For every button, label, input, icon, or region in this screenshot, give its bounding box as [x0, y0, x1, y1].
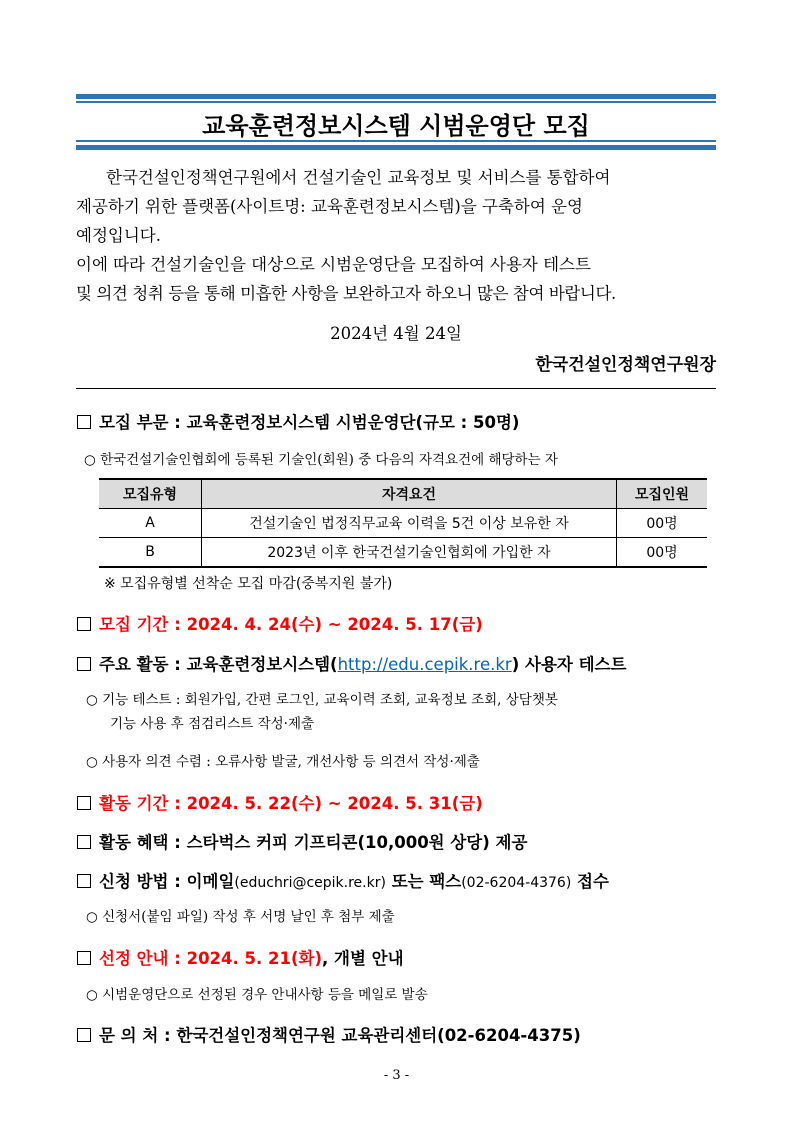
checkbox-icon: [77, 617, 91, 631]
section-label-suffix: , 개별 안내: [322, 949, 404, 968]
section-label: 활동 혜택 : 스타벅스 커피 기프티콘(10,000원 상당) 제공: [99, 833, 528, 852]
recruit-description: ○ 한국건설기술인협회에 등록된 기술인(회원) 중 다음의 자격요건에 해당하는 자: [84, 452, 558, 468]
section-selection-heading: [77, 945, 404, 969]
checkbox-icon: [77, 874, 91, 888]
section-label: 선정 안내 : 2024. 5. 21(화): [99, 949, 322, 968]
section-label: 주요 활동 : 교육훈련정보시스템(: [99, 655, 338, 674]
apply-item: ○ 신청서(붙임 파일) 작성 후 서명 날인 후 첨부 제출: [86, 909, 395, 925]
announcement-date: 2024년 4월 24일: [330, 324, 462, 343]
section-label-suffix: ) 사용자 테스트: [511, 655, 627, 674]
title-top-rule: [76, 94, 716, 99]
table-header-row: [99, 479, 707, 509]
section-label: 신청 방법 : 이메일: [99, 872, 235, 891]
activity-item-continued: 기능 사용 후 점검리스트 작성·제출: [110, 716, 315, 732]
checkbox-icon: [77, 657, 91, 671]
table-row: [99, 509, 707, 538]
period-value: 2024. 4. 24(수) ~ 2024. 5. 17(금): [186, 615, 483, 634]
intro-line: 이에 따라 건설기술인을 대상으로 시범운영단을 모집하여 사용자 테스트: [76, 255, 591, 274]
recruit-note: ※ 모집유형별 선착순 모집 마감(중복지원 불가): [104, 576, 393, 592]
section-activity-period-heading: [77, 790, 483, 814]
intro-paragraph: [76, 163, 716, 308]
table-header: 모집유형: [99, 479, 202, 509]
section-contact-heading: [77, 1022, 581, 1046]
apply-fax: (02-6204-4376): [461, 875, 572, 891]
section-label: 문 의 처 : 한국건설인정책연구원 교육관리센터(02-6204-4375): [99, 1026, 581, 1045]
checkbox-icon: [77, 415, 91, 429]
section-label-suffix: 접수: [571, 872, 609, 891]
table-cell: 00명: [617, 509, 708, 538]
title-bottom-rule: [76, 145, 716, 150]
site-link[interactable]: http://edu.cepik.re.kr: [337, 655, 512, 674]
section-label: 모집 부문 : 교육훈련정보시스템 시범운영단(규모 : 50명): [99, 413, 520, 432]
table-cell: 2023년 이후 한국건설기술인협회에 가입한 자: [202, 538, 617, 568]
intro-line: 한국건설인정책연구원에서 건설기술인 교육정보 및 서비스를 통합하여: [106, 168, 611, 187]
activity-item: ○ 기능 테스트 : 회원가입, 간편 로그인, 교육이력 조회, 교육정보 조회, 상담챗봇: [86, 692, 558, 708]
activity-item: ○ 사용자 의견 수렴 : 오류사항 발굴, 개선사항 등 의견서 작성·제출: [86, 754, 480, 770]
table-header: 모집인원: [617, 479, 708, 509]
page-number: - 3 -: [383, 1068, 410, 1083]
table-row: [99, 538, 707, 568]
checkbox-icon: [77, 835, 91, 849]
section-label: 활동 기간 :: [99, 794, 187, 813]
table-cell: B: [99, 538, 202, 568]
section-apply-heading: [77, 868, 609, 892]
section-activity-heading: [77, 651, 626, 675]
selection-item: ○ 시범운영단으로 선정된 경우 안내사항 등을 메일로 발송: [86, 987, 428, 1003]
section-label: 모집 기간 :: [99, 615, 187, 634]
checkbox-icon: [77, 951, 91, 965]
apply-email: (educhri@cepik.re.kr): [234, 875, 386, 891]
section-period-heading: [77, 611, 483, 635]
intro-line: 및 의견 청취 등을 통해 미흡한 사항을 보완하고자 하오니 많은 참여 바랍니다.: [76, 284, 616, 303]
activity-period-value: 2024. 5. 22(수) ~ 2024. 5. 31(금): [186, 794, 483, 813]
intro-line: 예정입니다.: [76, 226, 161, 245]
table-cell: 건설기술인 법정직무교육 이력을 5건 이상 보유한 자: [202, 509, 617, 538]
checkbox-icon: [77, 796, 91, 810]
section-benefit-heading: [77, 829, 527, 853]
table-header: 자격요건: [202, 479, 617, 509]
section-label-fax: 또는 팩스: [385, 872, 462, 891]
table-cell: 00명: [617, 538, 708, 568]
issuing-organization: 한국건설인정책연구원장: [535, 355, 716, 375]
checkbox-icon: [77, 1028, 91, 1042]
table-cell: A: [99, 509, 202, 538]
intro-line: 제공하기 위한 플랫폼(사이트명: 교육훈련정보시스템)을 구축하여 운영: [76, 197, 583, 216]
requirements-table: [99, 478, 707, 568]
title-top-rule-thin: [76, 101, 716, 103]
page-title: 교육훈련정보시스템 시범운영단 모집: [202, 112, 590, 140]
divider: [76, 388, 716, 389]
section-recruit-heading: [77, 409, 519, 433]
title-bottom-rule-thin: [76, 140, 716, 142]
